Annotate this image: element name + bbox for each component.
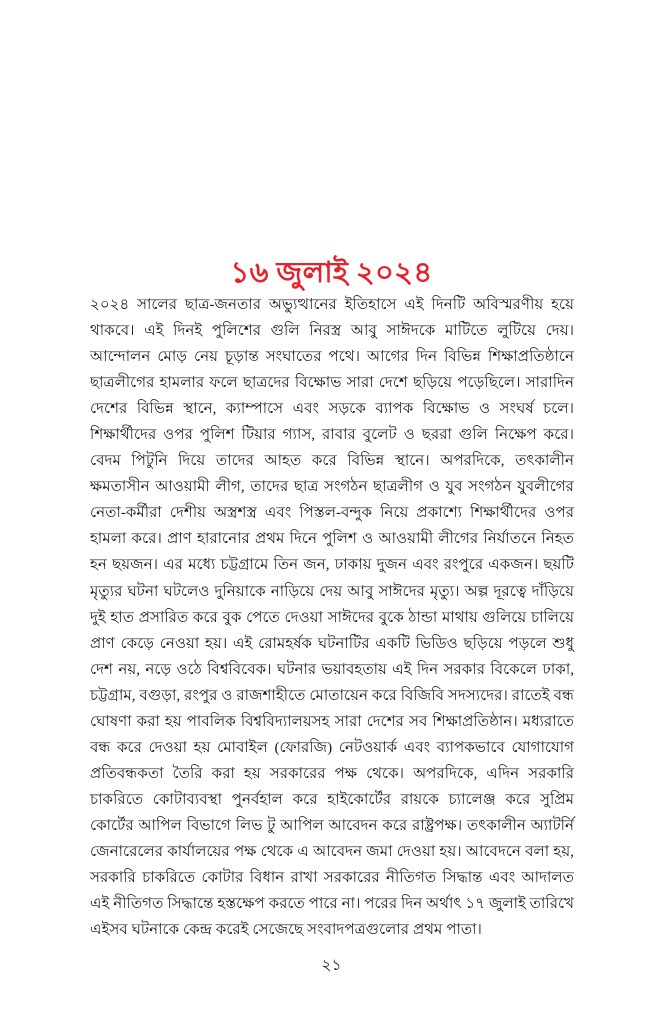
body-paragraph: ২০২৪ সালের ছাত্র-জনতার অভ্যুত্থানের ইতিহাসে এই দিনটি অবিস্মরণীয় হয়ে থাকবে। এই দিনই পুলিশের গুলি নিরস্ত্র আবু সাঈদকে মাটিতে লুটিয়ে দেয়। আন্দোলন মোড় নেয় চূড়ান্ত সংঘাতের পথে। আগের দিন বিভিন্ন শিক্ষাপ্রতিষ্ঠানে ছাত্রলীগের হামলার ফলে ছাত্রদের বিক্ষোভ সারা দেশে ছড়িয়ে পড়েছিলে। সারাদিন দেশের বিভিন্ন স্থানে, ক্যাম্পাসে এবং সড়কে ব্যাপক বিক্ষোভ ও সংঘর্ষ চলে। শিক্ষার্থীদের ওপর পুলিশ টিয়ার গ্যাস, রাবার বুলেট ও ছররা গুলি নিক্ষেপ করে। বেদম পিটুনি দিয়ে তাদের আহত করে বিভিন্ন স্থানে। অপরদিকে, তৎকালীন ক্ষমতাসীন আওয়ামী লীগ, তাদের ছাত্র সংগঠন ছাত্রলীগ ও যুব সংগঠন যুবলীগের নেতা-কর্মীরা দেশীয় অস্ত্রশস্ত্র এবং পিস্তল-বন্দুক নিয়ে প্রকাশ্যে শিক্ষার্থীদের ওপর হামলা করে। প্রাণ হারানোর প্রথম দিনে পুলিশ ও আওয়ামী লীগের নির্যাতনে নিহত হন ছয়জন। এর মধ্যে চট্টগ্রামে তিন জন, ঢাকায় দুজন এবং রংপুরে একজন। ছয়টি মৃত্যুর ঘটনা ঘটলেও দুনিয়াকে নাড়িয়ে দেয় আবু সাঈদের মৃত্যু। অল্প দূরত্বে দাঁড়িয়ে দুই হাত প্রসারিত করে বুক পেতে দেওয়া সাঈদের বুকে ঠান্ডা মাথায় গুলিয়ে চালিয়ে প্রাণ কেড়ে নেওয়া হয়। এই রোমহর্ষক ঘটনাটির একটি ভিডিও ছড়িয়ে পড়লে শুধু দেশ নয়, নড়ে ওঠে বিশ্ববিবেক। ঘটনার ভয়াবহতায় এই দিন সরকার বিকেলে ঢাকা, চট্টগ্রাম, বগুড়া, রংপুর ও রাজশাহীতে মোতায়েন করে বিজিবি সদস্যদের। রাতেই বন্ধ ঘোষণা করা হয় পাবলিক বিশ্ববিদ্যালয়সহ সারা দেশের সব শিক্ষাপ্রতিষ্ঠান। মধ্যরাতে বন্ধ করে দেওয়া হয় মোবাইল (ফোরজি) নেটওয়ার্ক এবং ব্যাপকভাবে যোগাযোগ প্রতিবন্ধকতা তৈরি করা হয় সরকারের পক্ষ থেকে। অপরদিকে, এদিন সরকারি চাকরিতে কোটাব্যবস্থা পুনর্বহাল করে হাইকোর্টের রায়কে চ্যালেঞ্জ করে সুপ্রিম কোর্টের আপিল বিভাগে লিভ টু আপিল আবেদন করে রাষ্ট্রপক্ষ। তৎকালীন অ্যাটর্নি জেনারেলের কার্যালয়ের পক্ষ থেকে এ আবেদন জমা দেওয়া হয়। আবেদনে বলা হয়, সরকারি চাকরিতে কোটার বিধান রাখা সরকারের নীতিগত সিদ্ধান্ত এবং আদালত এই নীতিগত সিদ্ধান্তে হস্তক্ষেপ করতে পারে না। পরের দিন অর্থাৎ ১৭ জুলাই তারিখে এইসব ঘটনাকে কেন্দ্র করেই সেজেছে সংবাদপত্রগুলোর প্রথম পাতা। xyxy=(90,297,574,939)
page-number: ২১ xyxy=(321,957,342,974)
body-text-block xyxy=(90,292,574,943)
page-title: ১৬ জুলাই ২০২৪ xyxy=(230,257,433,290)
